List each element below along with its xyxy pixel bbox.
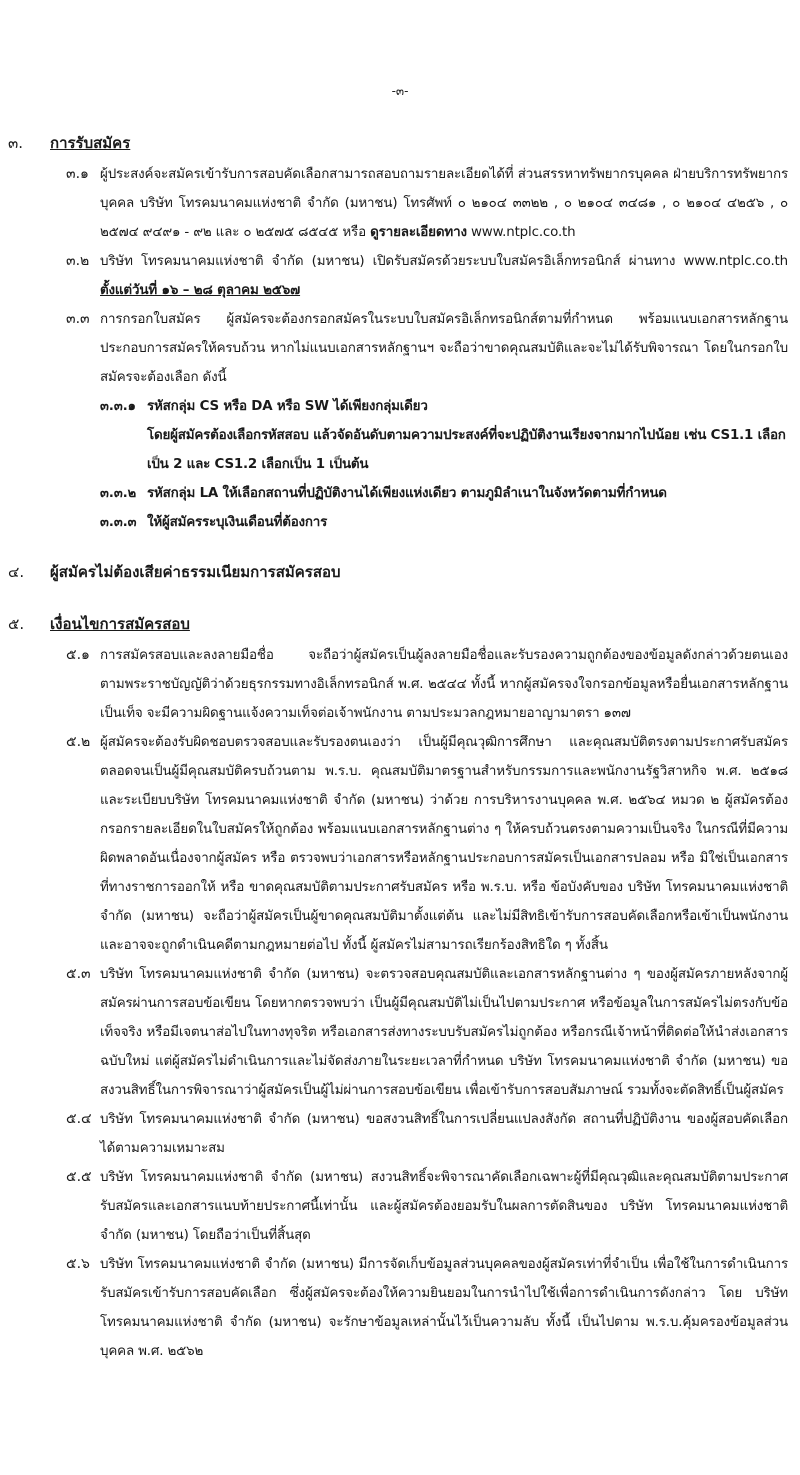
clause-5-5 (0, 1163, 800, 1250)
clause-text: บริษัท โทรคมนาคมแห่งชาติ จำกัด (มหาชน) ขอสงวนสิทธิ์ในการเปลี่ยนแปลงสังกัด สถานที่ปฏิบัติงาน ของผู้สอบคัดเลือกได้ตามความเหมาะสม (100, 1112, 788, 1156)
clause-3-3-1 (0, 392, 800, 479)
document-body (0, 128, 800, 1366)
subclause-text: ให้ผู้สมัครระบุเงินเดือนที่ต้องการ (147, 515, 328, 530)
clause-5-2 (0, 728, 800, 960)
clause-3-2 (0, 247, 800, 305)
section-header (0, 128, 800, 160)
section-title: การรับสมัคร (50, 134, 131, 152)
clause-5-6 (0, 1250, 800, 1366)
clause-3-3-2 (0, 479, 800, 508)
website-link[interactable]: www.ntplc.co.th (466, 225, 576, 240)
clause-number: ๓.๒ (66, 253, 90, 269)
section-application (0, 128, 800, 537)
section-title: เงื่อนไขการสมัครสอบ (50, 615, 190, 633)
subclause-detail: โดยผู้สมัครต้องเลือกรหัสสอบ แล้วจัดอันดับตามความประสงค์ที่จะปฏิบัติงานเรียงจากมากไปน้อย เช่น CS1.1 เลือกเป็น 2 และ CS1.2 เลือกเป็น 1 เป็นต้น (147, 428, 786, 472)
clause-number: ๓.๓ (66, 311, 90, 327)
subclause-number: ๓.๓.๓ (100, 515, 137, 530)
clause-3-3 (0, 305, 800, 392)
clause-text: บริษัท โทรคมนาคมแห่งชาติ จำกัด (มหาชน) มีการจัดเก็บข้อมูลส่วนบุคคลของผู้สมัครเท่าที่จำเป็น เพื่อใช้ในการดำเนินการรับสมัครเข้ารับการสอบคัดเลือก ซึ่งผู้สมัครจะต้องให้ความยินยอมในการนำไปใช้เพื่อการดำเนินการดังกล่าว โดย บริษัท โทรคมนาคมแห่งชาติ จำกัด (มหาชน) จะรักษาข้อมูลเหล่านั้นไว้เป็นความลับ ทั้งนี้ เป็นไปตาม พ.ร.บ.คุ้มครองข้อมูลส่วนบุคคล พ.ศ. ๒๕๖๒ (100, 1257, 788, 1359)
clause-text: การกรอกใบสมัคร ผู้สมัครจะต้องกรอกสมัครในระบบใบสมัครอิเล็กทรอนิกส์ตามที่กำหนด พร้อมแนบเอกสารหลักฐานประกอบการสมัครให้ครบถ้วน หากไม่แนบเอกสารหลักฐานฯ จะถือว่าขาดคุณสมบัติและจะไม่ได้รับพิจารณา โดยในกรอกใบสมัครจะต้องเลือก ดังนี้ (100, 312, 788, 385)
section-number: ๕. (8, 615, 25, 633)
clause-number: ๕.๓ (66, 966, 91, 982)
section-header (0, 609, 800, 641)
clause-5-1 (0, 641, 800, 728)
clause-text (100, 160, 788, 247)
clause-5-3 (0, 960, 800, 1105)
clause-text-main: บริษัท โทรคมนาคมแห่งชาติ จำกัด (มหาชน) เปิดรับสมัครด้วยระบบใบสมัครอิเล็กทรอนิกส์ ผ่านทาง www.ntplc.co.th (100, 254, 788, 269)
clause-5-4 (0, 1105, 800, 1163)
clause-number: ๕.๖ (66, 1256, 90, 1272)
subclause-text: รหัสกลุ่ม LA ให้เลือกสถานที่ปฏิบัติงานได้เพียงแห่งเดียว ตามภูมิลำเนาในจังหวัดตามที่กำหนด (147, 486, 667, 501)
clause-text-bold: ดูรายละเอียดทาง (370, 225, 467, 240)
section-header (0, 557, 800, 589)
section-conditions (0, 609, 800, 1366)
clause-number: ๕.๒ (66, 734, 91, 750)
subclause-number: ๓.๓.๒ (100, 486, 137, 501)
clause-text: การสมัครสอบและลงลายมือชื่อ จะถือว่าผู้สมัครเป็นผู้ลงลายมือชื่อและรับรองความถูกต้องของข้อมูลดังกล่าวด้วยตนเอง ตามพระราชบัญญัติว่าด้วยธุรกรรมทางอิเล็กทรอนิกส์ พ.ศ. ๒๕๔๔ ทั้งนี้ หากผู้สมัครจงใจกรอกข้อมูลหรือยื่นเอกสารหลักฐานเป็นเท็จ จะมีความผิดฐานแจ้งความเท็จต่อเจ้าพนักงาน ตามประมวลกฎหมายอาญามาตรา ๑๓๗ (100, 648, 788, 721)
subclause-text: รหัสกลุ่ม CS หรือ DA หรือ SW ได้เพียงกลุ่มเดียว (147, 399, 428, 414)
page-number: -๓- (391, 84, 409, 98)
clause-number: ๓.๑ (66, 166, 89, 182)
section-number: ๔. (8, 563, 25, 581)
section-number: ๓. (8, 134, 24, 152)
clause-text: บริษัท โทรคมนาคมแห่งชาติ จำกัด (มหาชน) จะตรวจสอบคุณสมบัติและเอกสารหลักฐานต่าง ๆ ของผู้สมัครภายหลังจากผู้สมัครผ่านการสอบข้อเขียน โดยหากตรวจพบว่า เป็นผู้มีคุณสมบัติไม่เป็นไปตามประกาศ หรือข้อมูลในการสมัครไม่ตรงกับข้อเท็จจริง หรือมีเจตนาส่อไปในทางทุจริต หรือเอกสารส่งทางระบบรับสมัครไม่ถูกต้อง หรือกรณีเจ้าหน้าที่ติดต่อให้นำส่งเอกสารฉบับใหม่ แต่ผู้สมัครไม่ดำเนินการและไม่จัดส่งภายในระยะเวลาที่กำหนด บริษัท โทรคมนาคมแห่งชาติ จำกัด (มหาชน) ขอสงวนสิทธิ์ในการพิจารณาว่าผู้สมัครเป็นผู้ไม่ผ่านการสอบข้อเขียน เพื่อเข้ารับการสอบสัมภาษณ์ รวมทั้งจะตัดสิทธิ์เป็นผู้สมัคร (100, 967, 788, 1098)
clause-text (100, 247, 788, 305)
clause-3-1 (0, 160, 800, 247)
clause-3-3-3 (0, 508, 800, 537)
clause-text-main: ผู้ประสงค์จะสมัครเข้ารับการสอบคัดเลือกสามารถสอบถามรายละเอียดได้ที่ ส่วนสรรหาทรัพยากรบุคคล ฝ่ายบริการทรัพยากรบุคคล บริษัท โทรคมนาคมแห่งชาติ จำกัด (มหาชน) โทรศัพท์ ๐ ๒๑๐๔ ๓๓๒๒ , ๐ ๒๑๐๔ ๓๔๘๑ , ๐ ๒๑๐๔ ๔๒๕๖ , ๐ ๒๕๗๔ ๙๔๙๑ - ๙๒ และ ๐ ๒๕๗๕ ๘๕๔๕ หรือ (100, 167, 788, 240)
subclause-number: ๓.๓.๑ (100, 399, 136, 414)
clause-text: บริษัท โทรคมนาคมแห่งชาติ จำกัด (มหาชน) สงวนสิทธิ์จะพิจารณาคัดเลือกเฉพาะผู้ที่มีคุณวุฒิและคุณสมบัติตามประกาศรับสมัครและเอกสารแนบท้ายประกาศนี้เท่านั้น และผู้สมัครต้องยอมรับในผลการตัดสินของ บริษัท โทรคมนาคมแห่งชาติ จำกัด (มหาชน) โดยถือว่าเป็นที่สิ้นสุด (100, 1170, 788, 1243)
clause-number: ๕.๔ (66, 1111, 92, 1127)
clause-number: ๕.๕ (66, 1169, 92, 1185)
application-period: ตั้งแต่วันที่ ๑๖ – ๒๘ ตุลาคม ๒๕๖๗ (100, 283, 301, 298)
clause-text: ผู้สมัครจะต้องรับผิดชอบตรวจสอบและรับรองตนเองว่า เป็นผู้มีคุณวุฒิการศึกษา และคุณสมบัติตรงตามประกาศรับสมัคร ตลอดจนเป็นผู้มีคุณสมบัติครบถ้วนตาม พ.ร.บ. คุณสมบัติมาตรฐานสำหรับกรรมการและพนักงานรัฐวิสาหกิจ พ.ศ. ๒๕๑๘ และระเบียบบริษัท โทรคมนาคมแห่งชาติ จำกัด (มหาชน) ว่าด้วย การบริหารงานบุคคล พ.ศ. ๒๕๖๔ หมวด ๒ ผู้สมัครต้องกรอกรายละเอียดในใบสมัครให้ถูกต้อง พร้อมแนบเอกสารหลักฐานต่าง ๆ ให้ครบถ้วนตรงตามความเป็นจริง ในกรณีที่มีความผิดพลาดอันเนื่องจากผู้สมัคร หรือ ตรวจพบว่าเอกสารหรือหลักฐานประกอบการสมัครเป็นเอกสารปลอม หรือ มิใช่เป็นเอกสารที่ทางราชการออกให้ หรือ ขาดคุณสมบัติตามประกาศรับสมัคร หรือ พ.ร.บ. หรือ ข้อบังคับของ บริษัท โทรคมนาคมแห่งชาติ จำกัด (มหาชน) จะถือว่าผู้สมัครเป็นผู้ขาดคุณสมบัติมาตั้งแต่ต้น และไม่มีสิทธิเข้ารับการสอบคัดเลือกหรือเข้าเป็นพนักงาน และอาจจะถูกดำเนินคดีตามกฎหมายต่อไป ทั้งนี้ ผู้สมัครไม่สามารถเรียกร้องสิทธิใด ๆ ทั้งสิ้น (100, 735, 788, 953)
clause-number: ๕.๑ (66, 647, 90, 663)
section-fee (0, 557, 800, 589)
section-title: ผู้สมัครไม่ต้องเสียค่าธรรมเนียมการสมัครสอบ (50, 563, 341, 581)
